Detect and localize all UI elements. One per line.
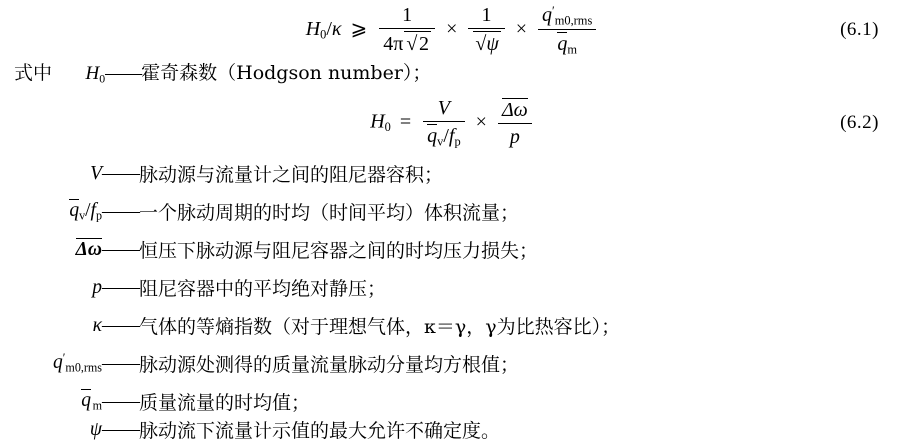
definition-line-qm: q $_m$ —— 质量流量的时均值；	[0, 388, 905, 415]
definition-text-qm: 质量流量的时均值；	[139, 392, 311, 414]
fraction-one-over-4pi-sqrt2: $\frac{1}{4\pi √ 2}$	[379, 4, 435, 56]
definition-dash-qm0rms: ——	[102, 352, 139, 374]
fraction-v-over-qv-fp: $\frac{V}{q_v/f_p}$	[423, 97, 465, 149]
equation-6-2	[0, 96, 905, 150]
fraction-one-over-sqrt-psi: $\frac{1}{√\psi}$	[468, 4, 504, 56]
definition-line-p: p —— 阻尼容器中的平均绝对静压；	[0, 274, 905, 301]
definition-text-qm0rms: 脉动源处测得的质量流量脉动分量均方根值；	[139, 354, 520, 376]
equation-6-1-number: (6.1)	[840, 19, 879, 40]
equation-6-2-number: (6.2)	[840, 112, 879, 133]
intro-dash: ——	[105, 63, 142, 84]
definition-dash-delta-omega: ——	[102, 238, 139, 260]
definition-line-v: V —— 脉动源与流量计之间的阻尼器容积；	[0, 160, 905, 187]
equation-6-1	[0, 4, 905, 56]
definition-line-qm0rms: $q'_{m0,rms}$ —— 脉动源处测得的质量流量脉动分量均方根值；	[53, 351, 520, 376]
intro-symbol: H	[85, 63, 100, 84]
definition-text-kappa: 气体的等熵指数（对于理想气体，κ＝γ，γ为比热容比）；	[139, 316, 621, 338]
definition-line-psi: ψ —— 脉动流下流量计示值的最大允许不确定度。	[0, 416, 905, 443]
fraction-qm0rms-over-qm: $\frac{q'_{m0,rms}}{q_m}$	[538, 4, 596, 57]
definition-dash-kappa: ——	[102, 314, 139, 336]
definition-text-v: 脉动源与流量计之间的阻尼器容积；	[139, 164, 444, 186]
equation-6-1-body: $H_0/\kappa$ ⩾ $\frac{1}{4\pi √ 2}$ × $\frac{1}{√\psi}$ × $\frac{q'_{m0,rms}}{q_m}$	[0, 4, 905, 57]
intro-text: 霍奇森数（Hodgson number）；	[141, 62, 432, 84]
fraction-delta-omega-over-p: $\frac{\Delta\omega}{p}$	[498, 98, 532, 149]
definition-text-qv-fp: 一个脉动周期的时均（时间平均）体积流量；	[139, 202, 520, 224]
definition-line-kappa: κ —— 气体的等熵指数（对于理想气体，κ＝γ，γ为比热容比）；	[0, 312, 905, 339]
intro-line: 式中 $H_0——$霍奇森数（Hodgson number）；	[14, 62, 432, 86]
definition-dash-v: ——	[102, 162, 139, 184]
definition-dash-qv-fp: ——	[102, 200, 139, 222]
definition-text-delta-omega: 恒压下脉动源与阻尼容器之间的时均压力损失；	[139, 240, 539, 262]
definition-line-delta-omega: Δω —— 恒压下脉动源与阻尼容器之间的时均压力损失；	[0, 236, 905, 263]
equation-6-2-body: $H_0$ = $\frac{V}{q_v/f_p}$ × $\frac{\Delta\omega}{p}$	[0, 97, 905, 149]
definition-line-qv-fp: $q_v/f_p$ —— 一个脉动周期的时均（时间平均）体积流量；	[0, 198, 905, 225]
definition-text-psi: 脉动流下流量计示值的最大允许不确定度。	[139, 420, 501, 442]
intro-label: 式中	[14, 62, 53, 84]
definition-text-p: 阻尼容器中的平均绝对静压；	[139, 278, 387, 300]
definition-dash-p: ——	[102, 276, 139, 298]
definition-dash-psi: ——	[102, 418, 139, 440]
definition-dash-qm: ——	[102, 390, 139, 412]
